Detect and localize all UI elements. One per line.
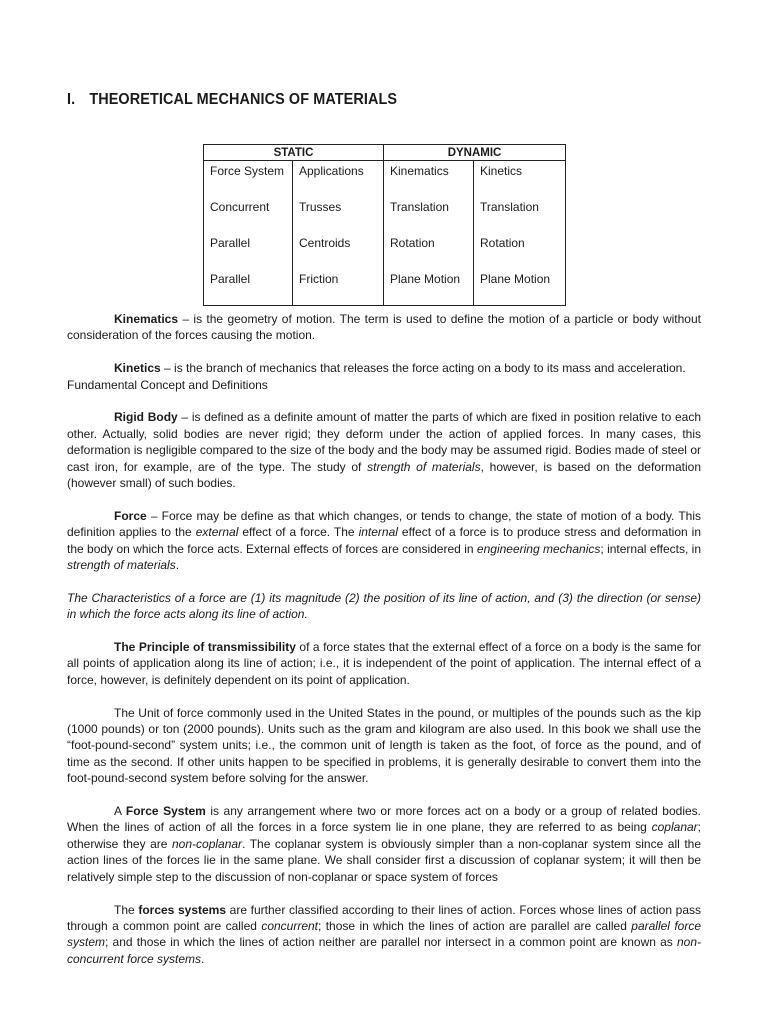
table-cell: Kinetics xyxy=(474,161,566,198)
force-term: Force xyxy=(114,508,147,523)
table-cell: Concurrent xyxy=(204,197,293,233)
table-cell: Rotation xyxy=(384,233,474,269)
static-header: STATIC xyxy=(204,145,384,161)
force-system-term: Force System xyxy=(125,804,206,819)
table-cell: Force System xyxy=(204,161,293,198)
section-number: I. xyxy=(67,91,76,108)
forces-systems-paragraph: The forces systems are further classified according to their lines of action. Forces whose lines of action pass through a common point are called concurrent; those in which the lines of action are parallel are called parallel force system; and those in which the lines of action neither are parallel nor intersect in a common point are known as non-concurrent force systems. xyxy=(67,902,702,966)
table-cell: Plane Motion xyxy=(384,269,474,306)
table-cell: Parallel xyxy=(204,269,293,306)
table-row xyxy=(204,233,566,269)
table-header-row xyxy=(204,145,566,161)
characteristics-paragraph: The Characteristics of a force are (1) its magnitude (2) the position of its line of action, and (3) the direction (or sense) in which the force acts along its line of action. xyxy=(67,590,701,622)
kinetics-paragraph: Kinetics – is the branch of mechanics that releases the force acting on a body to its mass and acceleration. xyxy=(114,361,686,376)
table-cell: Plane Motion xyxy=(474,269,566,306)
table-cell: Rotation xyxy=(474,233,566,269)
kinematics-term: Kinematics xyxy=(114,312,179,326)
forces-systems-term: forces systems xyxy=(138,902,227,917)
rigid-body-term: Rigid Body xyxy=(114,410,178,425)
classification-table xyxy=(203,144,566,306)
section-title: THEORETICAL MECHANICS OF MATERIALS xyxy=(89,91,398,108)
table-row xyxy=(204,161,566,198)
transmissibility-paragraph: The Principle of transmissibility of a force states that the external effect of a force on a body is the same for all points of application along its line of action; i.e., it is independent of the point of application. The internal effect of a force, however, is definitely dependent on its point of application. xyxy=(67,640,701,687)
section-heading xyxy=(67,91,397,109)
table-cell: Trusses xyxy=(293,197,384,233)
table-row xyxy=(204,269,566,306)
table-cell: Applications xyxy=(293,161,384,198)
rigid-body-paragraph: Rigid Body – is defined as a definite amount of matter the parts of which are fixed in position relative to each other. Actually, solid bodies are never rigid; they deform under the action of applied forces. In many cases, this deformation is negligible compared to the size of the body and the body may be assumed rigid. Bodies made of steel or cast iron, for example, are of the type. The study of strength of materials, however, is based on the deformation (however small) of such bodies. xyxy=(67,410,702,491)
force-paragraph: Force – Force may be define as that which changes, or tends to change, the state of motion of a body. This definition applies to the external effect of a force. The internal effect of a force is to produce stress and deformation in the body on which the force acts. External effects of forces are considered in engineering mechanics; internal effects, in strength of materials. xyxy=(67,508,701,573)
table-cell: Centroids xyxy=(293,233,384,269)
dynamic-header: DYNAMIC xyxy=(384,145,566,161)
force-system-paragraph: A Force System is any arrangement where two or more forces act on a body or a group of related bodies. When the lines of action of all the forces in a force system lie in one plane, they are referred to as being coplanar; otherwise they are non-coplanar. The coplanar system is obviously simpler than a non-coplanar system since all the action lines of the forces lie in the same plane. We shall consider first a discussion of coplanar system; it will then be relatively simple step to the discussion of non-coplanar or space system of forces xyxy=(67,804,702,884)
table-row xyxy=(204,197,566,233)
transmissibility-term: The Principle of transmissibility xyxy=(114,640,296,655)
table-cell: Kinematics xyxy=(384,161,474,198)
unit-of-force-paragraph: The Unit of force commonly used in the United States in the pound, or multiples of the pounds such as the kip (1000 pounds) or ton (2000 pounds). Units such as the gram and kilogram are also used. In this book we shall use the “foot-pound-second” system units; i.e., the common unit of length is taken as the foot, of force as the pound, and of time as the second. If other units happen to be specified in problems, it is generally desirable to convert them into the foot-pound-second system before solving for the answer. xyxy=(67,705,701,786)
table-cell: Translation xyxy=(384,197,474,233)
kinetics-term: Kinetics xyxy=(114,361,161,376)
subheading-fundamentals: Fundamental Concept and Definitions xyxy=(67,377,268,392)
table-cell: Friction xyxy=(293,269,384,306)
table-cell: Parallel xyxy=(204,233,293,269)
body-text xyxy=(67,311,701,984)
kinematics-paragraph: Kinematics – is the geometry of motion. The term is used to define the motion of a particle or body without consideration of the forces causing the motion. xyxy=(67,312,701,343)
table-cell: Translation xyxy=(474,197,566,233)
